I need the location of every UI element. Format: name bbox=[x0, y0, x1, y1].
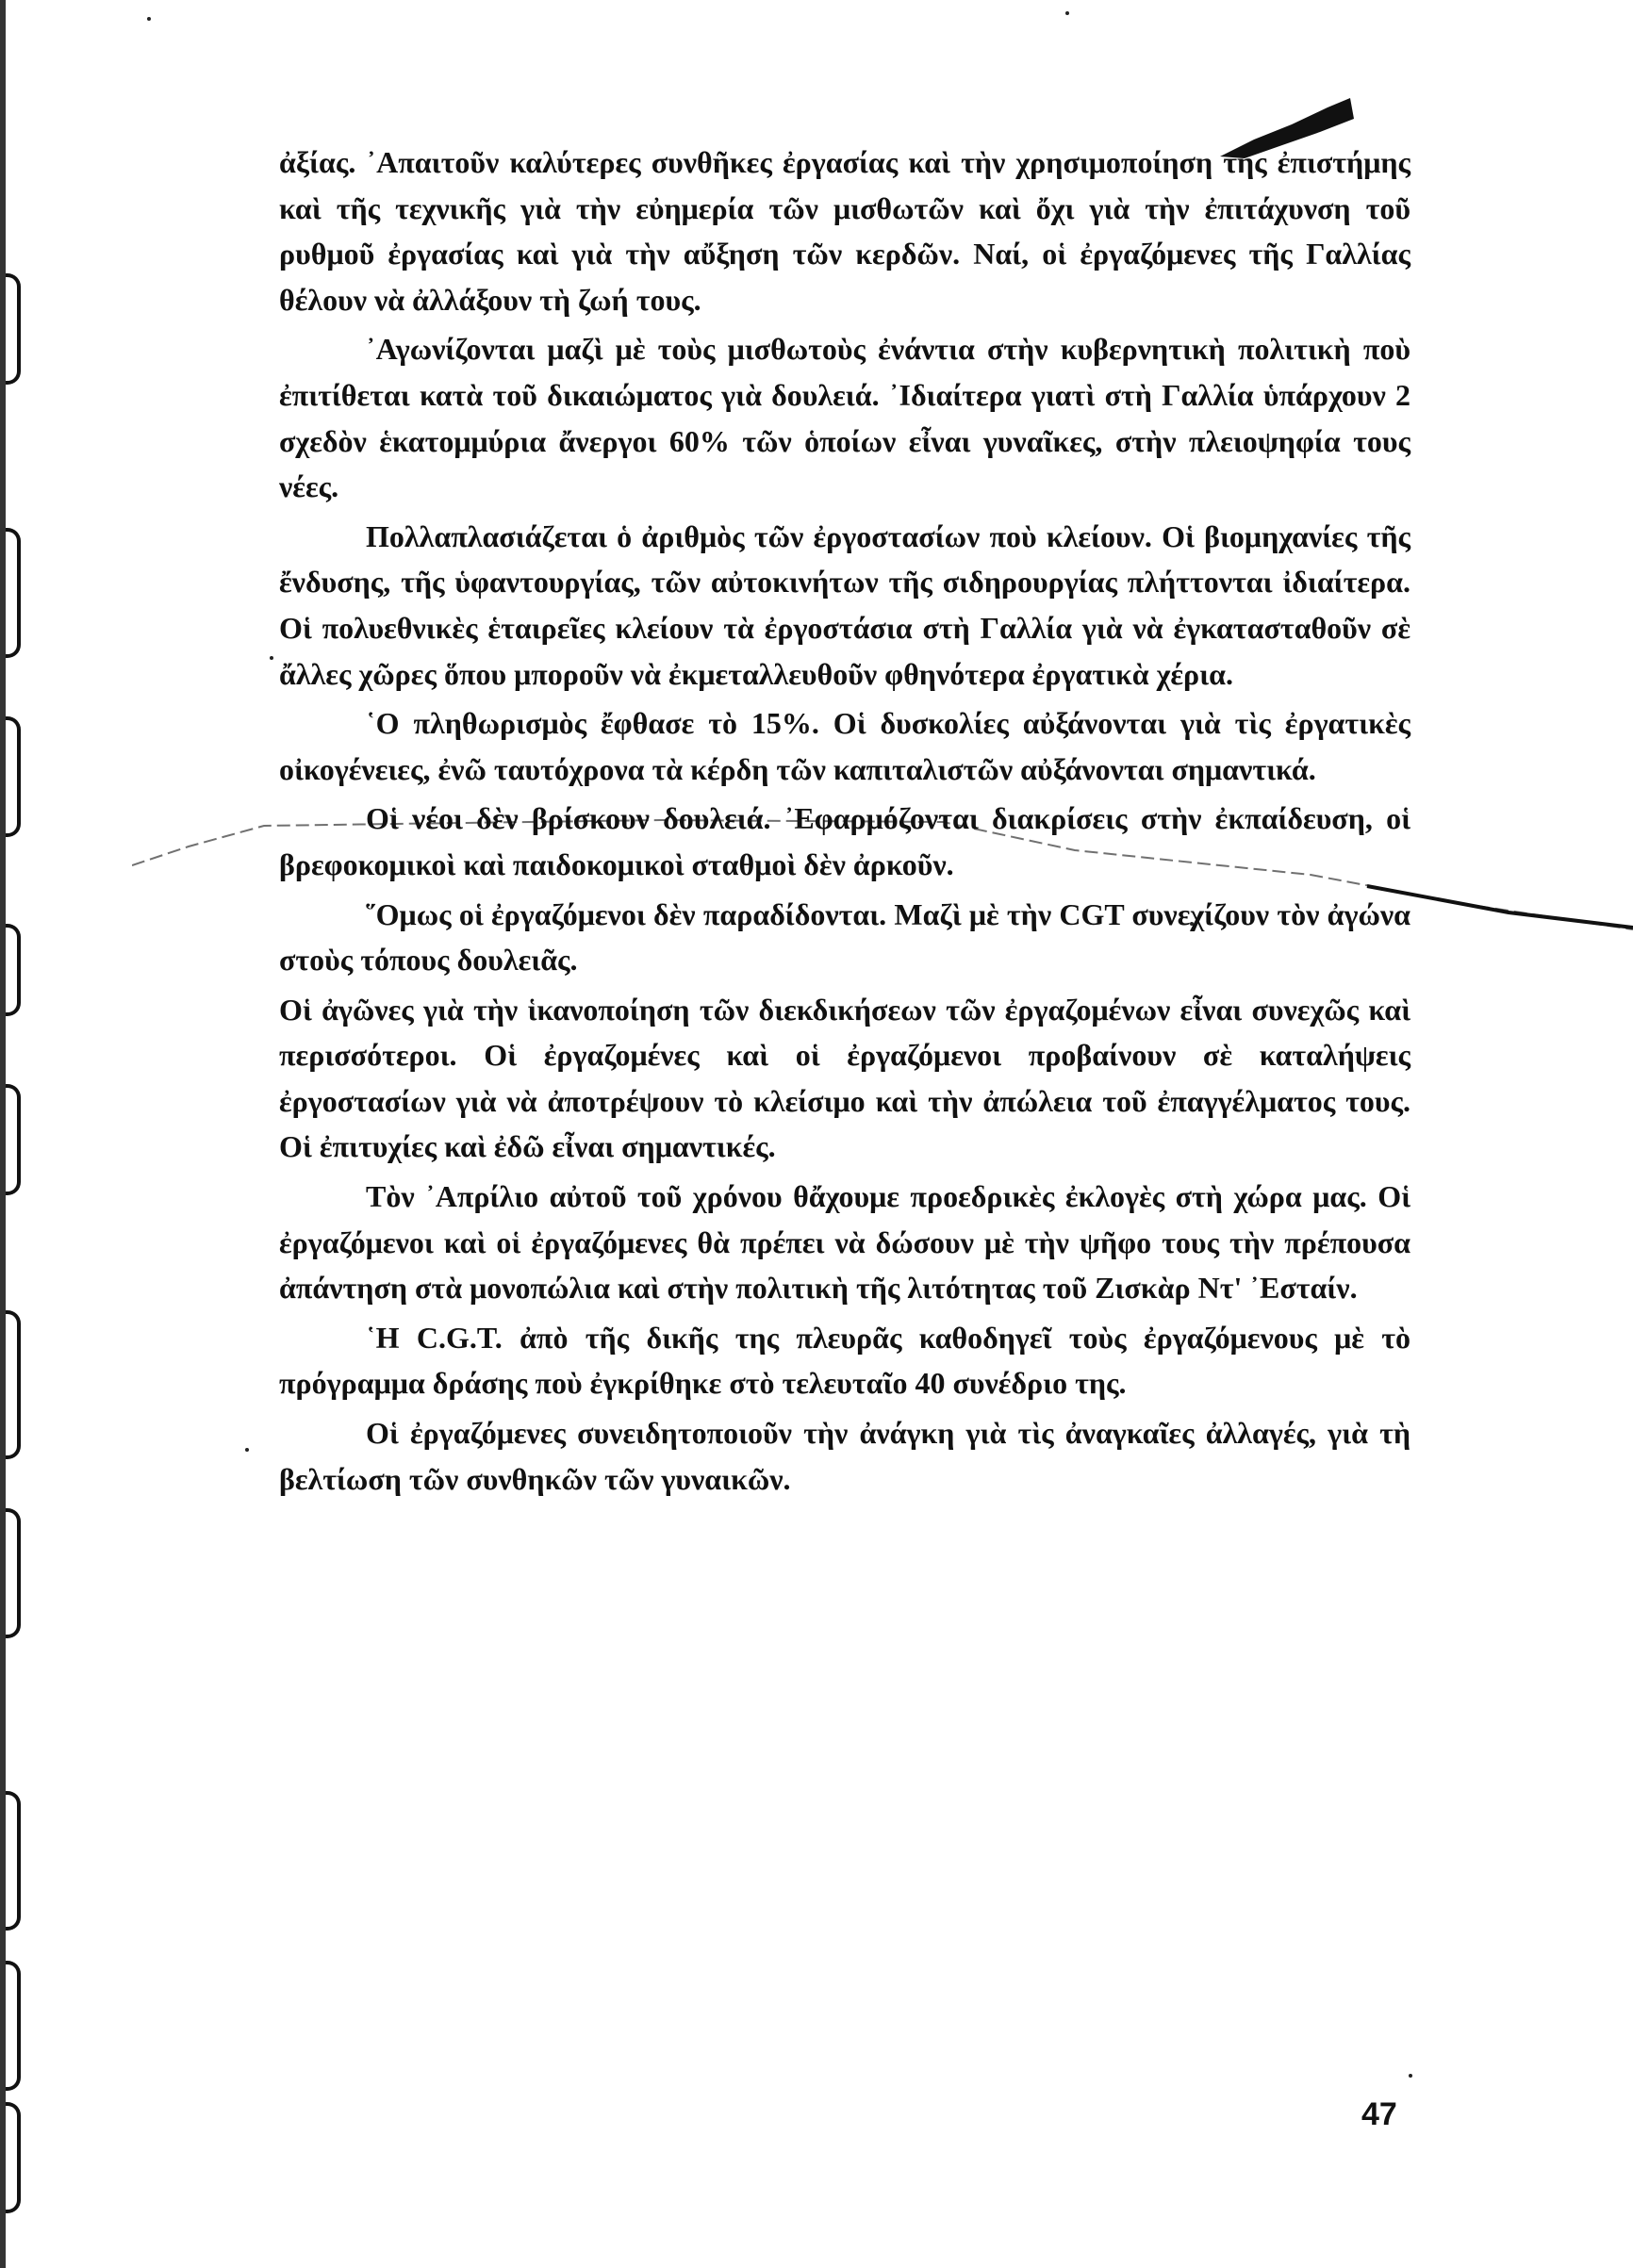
paragraph-5: Οἱ νέοι δὲν βρίσκουν δουλειά. ᾿Εφαρμόζονται διακρίσεις στὴν ἐκπαίδευση, οἱ βρεφοκομικοὶ καὶ παιδοκομικοὶ σταθμοὶ δὲν ἀρκοῦν. bbox=[279, 801, 1410, 881]
scan-speck bbox=[270, 656, 273, 660]
paragraph-8: Τὸν ᾿Απρίλιο αὐτοῦ τοῦ χρόνου θἄχουμε προεδρικὲς ἐκλογὲς στὴ χώρα μας. Οἱ ἐργαζόμενοι καὶ οἱ ἐργαζόμενες θὰ πρέπει νὰ δώσουν μὲ τὴν ψῆφο τους τὴν πρέπουσα ἀπάντηση στὰ μονοπώλια καὶ στὴν πολιτικὴ τῆς λιτότητας τοῦ Ζισκὰρ Ντ' ᾿Εσταίν. bbox=[279, 1179, 1410, 1306]
scan-speck bbox=[1065, 11, 1069, 15]
paragraph-7: Οἱ ἀγῶνες γιὰ τὴν ἱκανοποίηση τῶν διεκδικήσεων τῶν ἐργαζομένων εἶναι συνεχῶς καὶ περισσότεροι. Οἱ ἐργαζομένες καὶ οἱ ἐργαζόμενοι προβαίνουν σὲ καταλήψεις ἐργοστασίων γιὰ νὰ ἀποτρέψουν τὸ κλείσιμο καὶ τὴν ἀπώλεια τοῦ ἐπαγγέλματος τους. Οἱ ἐπιτυχίες καὶ ἐδῶ εἶναι σημαντικές. bbox=[279, 992, 1410, 1164]
paragraph-10: Οἱ ἐργαζόμενες συνειδητοποιοῦν τὴν ἀνάγκη γιὰ τὶς ἀναγκαῖες ἀλλαγές, γιὰ τὴ βελτίωση τῶν συνθηκῶν τῶν γυναικῶν. bbox=[279, 1416, 1410, 1496]
paragraph-4: ῾Ο πληθωρισμὸς ἔφθασε τὸ 15%. Οἱ δυσκολίες αὐξάνονται γιὰ τὶς ἐργατικὲς οἰκογένειες, ἐνῶ ταυτόχρονα τὰ κέρδη τῶν καπιταλιστῶν αὐξάνονται σημαντικά. bbox=[279, 706, 1410, 786]
binding-edge bbox=[0, 0, 32, 2268]
scan-speck bbox=[1409, 2074, 1412, 2078]
scan-speck bbox=[147, 17, 151, 21]
paragraph-1: ἀξίας. ᾿Απαιτοῦν καλύτερες συνθῆκες ἐργασίας καὶ τὴν χρησιμοποίηση τῆς ἐπιστήμης καὶ τῆς τεχνικῆς γιὰ τὴν εὐημερία τῶν μισθωτῶν καὶ ὄχι γιὰ τὴν ἐπιτάχυνση τοῦ ρυθμοῦ ἐργασίας καὶ γιὰ τὴν αὔξηση τῶν κερδῶν. Ναί, οἱ ἐργαζόμενες τῆς Γαλλίας θέλουν νὰ ἀλλάξουν τὴ ζωή τους. bbox=[279, 145, 1410, 317]
paragraph-3: Πολλαπλασιάζεται ὁ ἀριθμὸς τῶν ἐργοστασίων ποὺ κλείουν. Οἱ βιομηχανίες τῆς ἔνδυσης, τῆς ὑφαντουργίας, τῶν αὐτοκινήτων τῆς σιδηρουργίας πλήττονται ἰδιαίτερα. Οἱ πολυεθνικὲς ἑταιρεῖες κλείουν τὰ ἐργοστάσια στὴ Γαλλία γιὰ νὰ ἐγκατασταθοῦν σὲ ἄλλες χῶρες ὅπου μποροῦν νὰ ἐκμεταλλευθοῦν φθηνότερα ἐργατικὰ χέρια. bbox=[279, 518, 1410, 691]
page-number: 47 bbox=[1361, 2096, 1397, 2132]
body-text bbox=[279, 140, 1410, 1505]
paragraph-6: ῞Ομως οἱ ἐργαζόμενοι δὲν παραδίδονται. Μαζὶ μὲ τὴν CGT συνεχίζουν τὸν ἀγώνα στοὺς τόπους δουλειᾶς. bbox=[279, 896, 1410, 978]
scan-speck bbox=[245, 1448, 249, 1452]
paragraph-9: ῾Η C.G.T. ἀπὸ τῆς δικῆς της πλευρᾶς καθοδηγεῖ τοὺς ἐργαζόμενους μὲ τὸ πρόγραμμα δράσης ποὺ ἐγκρίθηκε στὸ τελευταῖο 40 συνέδριο της. bbox=[279, 1320, 1410, 1401]
paragraph-2: ᾿Αγωνίζονται μαζὶ μὲ τοὺς μισθωτοὺς ἐνάντια στὴν κυβερνητικὴ πολιτικὴ ποὺ ἐπιτίθεται κατὰ τοῦ δικαιώματος γιὰ δουλειά. ᾿Ιδιαίτερα γιατὶ στὴ Γαλλία ὑπάρχουν 2 σχεδὸν ἑκατομμύρια ἄνεργοι 60% τῶν ὁποίων εἶναι γυναῖκες, στὴν πλειοψηφία τους νέες. bbox=[279, 332, 1410, 504]
